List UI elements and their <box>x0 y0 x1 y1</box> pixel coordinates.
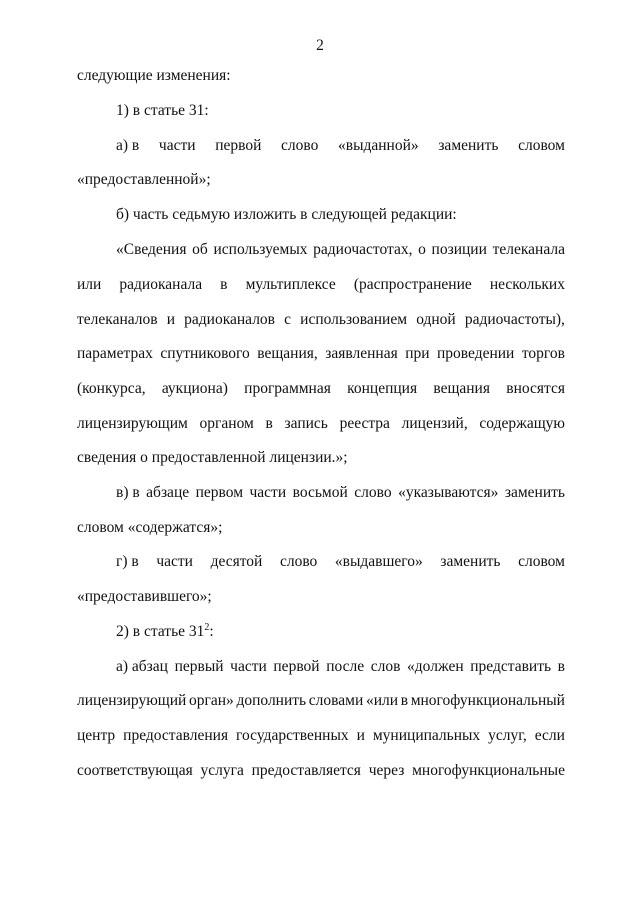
text-line-17 <box>116 622 214 642</box>
word: центр <box>77 727 116 744</box>
word: абзаце <box>146 484 190 501</box>
word: органом <box>199 415 254 432</box>
word: дополнить <box>236 692 307 709</box>
word: об <box>192 241 208 258</box>
word: первый <box>174 658 224 675</box>
word: телеканала <box>492 241 565 258</box>
word: первом <box>195 484 244 501</box>
word: одной <box>416 311 456 328</box>
word: а) абзац <box>116 658 168 675</box>
word: заменить <box>440 553 501 570</box>
word: в <box>265 415 273 432</box>
word: вещания, <box>257 345 318 362</box>
word: словами <box>308 692 364 709</box>
word: предоставляется <box>251 762 361 779</box>
word: в <box>557 658 565 675</box>
word: словом <box>518 553 565 570</box>
text-line-18 <box>116 657 565 677</box>
text-line-3 <box>116 136 565 156</box>
word: части <box>249 484 287 501</box>
word: «или <box>365 692 399 709</box>
word: реестра <box>339 415 390 432</box>
text-line-16: «предоставившего»; <box>77 588 212 605</box>
word: в) в <box>116 484 140 501</box>
word: запись <box>284 415 328 432</box>
text-line-5: б) часть седьмую изложить в следующей редакции: <box>116 206 457 223</box>
word: использованием <box>300 311 408 328</box>
text-line-12: сведения о предоставленной лицензии.»; <box>77 449 348 466</box>
word: первой <box>215 137 262 154</box>
word: через <box>368 762 405 779</box>
word: части <box>158 137 196 154</box>
word: используемых <box>213 241 308 258</box>
word: г) в <box>116 553 139 570</box>
text-line-6 <box>116 240 565 260</box>
word: орган» <box>189 692 234 709</box>
word: мультиплексе <box>245 276 336 293</box>
text-line-21 <box>77 761 565 781</box>
word: десятой <box>210 553 263 570</box>
text-line-14: словом «содержатся»; <box>77 519 223 536</box>
word: (конкурса, <box>77 380 146 397</box>
word: и <box>166 311 175 328</box>
word: радиочастоты), <box>464 311 565 328</box>
word: а) в <box>116 137 140 154</box>
word: если <box>534 727 565 744</box>
word: восьмой <box>292 484 348 501</box>
word: многофункциональные <box>412 762 565 779</box>
page-number: 2 <box>316 37 324 54</box>
text-line-20 <box>77 726 565 746</box>
word: параметрах <box>77 345 153 362</box>
word: заявленная <box>325 345 398 362</box>
word: многофункциональный <box>410 692 565 709</box>
word: вещания <box>433 380 490 397</box>
word: заменить <box>438 137 499 154</box>
word: радиоканалов <box>184 311 275 328</box>
word: соответствующая <box>77 762 193 779</box>
word: аукциона) <box>161 380 228 397</box>
word: в <box>220 276 228 293</box>
text-line-4: «предоставленной»; <box>77 171 211 188</box>
word: радиочастотах, <box>313 241 413 258</box>
word: спутникового <box>160 345 250 362</box>
text-line-7 <box>77 275 565 295</box>
word: слово <box>281 137 319 154</box>
word: слово <box>279 553 318 570</box>
word: лицензирующий <box>77 692 187 709</box>
word: первой <box>273 658 320 675</box>
text-line-1: следующие изменения: <box>77 67 231 84</box>
word: или <box>77 276 102 293</box>
word: словом <box>518 137 565 154</box>
word: заменить <box>504 484 565 501</box>
word: представить <box>470 658 552 675</box>
text-line-11 <box>77 414 565 434</box>
word: и <box>356 727 365 744</box>
word: лицензирующим <box>77 415 188 432</box>
word: после <box>326 658 365 675</box>
word: части <box>156 553 193 570</box>
word: государственных <box>236 727 349 744</box>
word: муниципальных <box>372 727 481 744</box>
word: при <box>405 345 430 362</box>
word: нескольких <box>489 276 565 293</box>
article-ref-colon: : <box>209 623 214 640</box>
word: «Сведения <box>116 241 187 258</box>
word: «выданной» <box>338 137 419 154</box>
text-line-8 <box>77 310 565 330</box>
word: концепция <box>347 380 418 397</box>
word: услуга <box>200 762 244 779</box>
text-line-19 <box>77 691 565 711</box>
word: с <box>284 311 292 328</box>
word: «должен <box>407 658 464 675</box>
word: торгов <box>521 345 565 362</box>
word: позиции <box>431 241 487 258</box>
text-line-10 <box>77 379 565 399</box>
article-ref-text: 2) в статье 31 <box>116 623 205 640</box>
text-line-15 <box>116 552 565 572</box>
text-line-13 <box>116 483 565 503</box>
word: «выдавшего» <box>334 553 423 570</box>
word: телеканалов <box>77 311 158 328</box>
article-superscript: 2 <box>204 622 210 633</box>
word: о <box>418 241 426 258</box>
word: (распространение <box>353 276 472 293</box>
word: вносятся <box>506 380 565 397</box>
word: лицензий, <box>401 415 468 432</box>
word: программная <box>244 380 331 397</box>
word: в <box>400 692 409 709</box>
word: предоставления <box>123 727 229 744</box>
word: содержащую <box>479 415 565 432</box>
word: «указываются» <box>398 484 499 501</box>
word: проведении <box>437 345 515 362</box>
word: части <box>230 658 267 675</box>
word: радиоканала <box>119 276 203 293</box>
word: слов <box>370 658 401 675</box>
word: услуг, <box>488 727 527 744</box>
text-line-9 <box>77 344 565 364</box>
word: слово <box>354 484 392 501</box>
text-line-2: 1) в статье 31: <box>116 102 209 119</box>
